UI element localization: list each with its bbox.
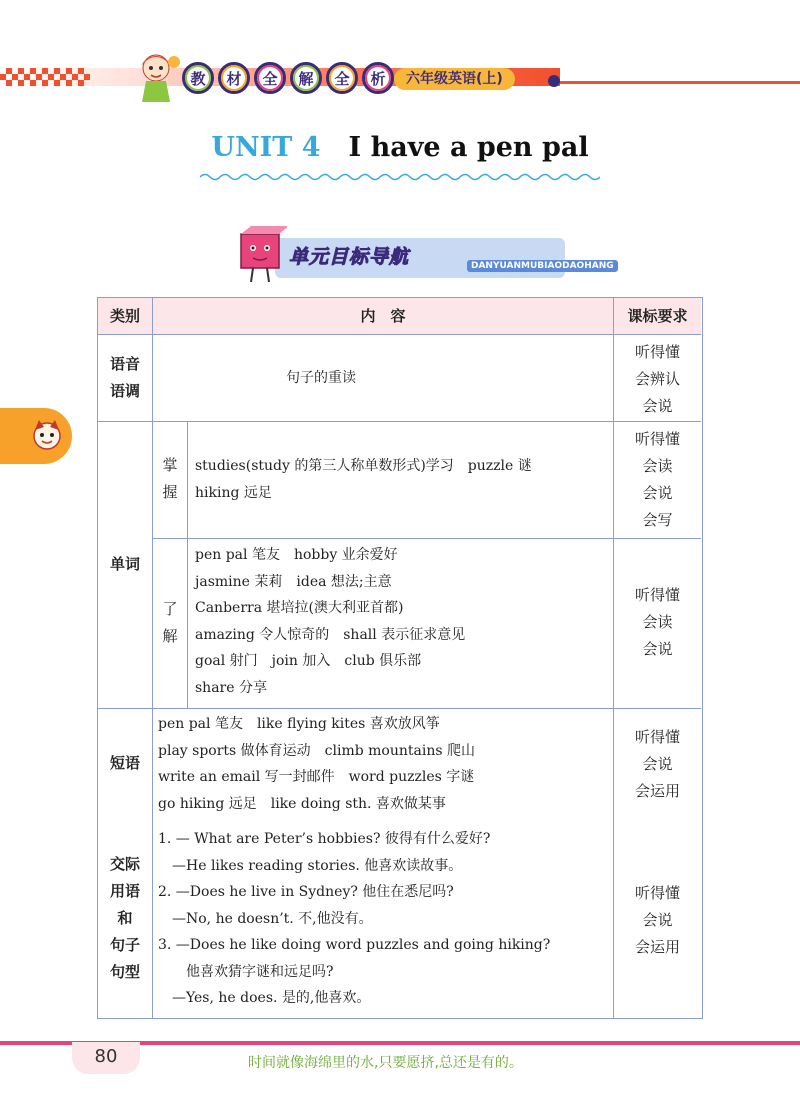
subcategory-understand: 了 解 [162, 600, 178, 645]
title-char: 解 [290, 62, 322, 94]
title-char: 全 [254, 62, 286, 94]
book-subtitle: 六年级英语(上) [394, 68, 515, 90]
title-char: 教 [182, 62, 214, 94]
category-sentences: 交际 用语 和 句子 句型 [109, 855, 140, 981]
requirement-words-master: 听得懂 会读 会说 会写 [634, 430, 680, 529]
content-words-master: studies(study 的第三人称单数形式)学习 puzzle 谜 hiking 远足 [195, 458, 532, 501]
header-requirement: 课标要求 [627, 307, 688, 325]
requirement-phonetics: 听得懂 会辨认 会说 [634, 343, 680, 415]
title-char: 全 [326, 62, 358, 94]
unit-number: UNIT 4 [211, 132, 321, 163]
title-char: 材 [218, 62, 250, 94]
content-phonetics: 句子的重读 [286, 370, 356, 386]
row-divider [98, 334, 701, 335]
subcol-divider [187, 421, 188, 708]
content-phrases: pen pal 笔友 like flying kites 喜欢放风筝 play sports 做体育运动 climb mountains 爬山 write an email 写一封邮件 word puzzles 字谜 go hiking 远足 like doing sth. 喜欢做某事 [158, 716, 475, 812]
header-checker-pattern [0, 68, 90, 86]
requirement-phrases: 听得懂 会说 会运用 [634, 728, 680, 800]
unit-title [0, 132, 800, 163]
subcategory-master: 掌 握 [162, 456, 178, 501]
header-category: 类别 [109, 307, 140, 325]
col-divider [152, 298, 153, 1018]
title-wave-decoration [200, 172, 600, 182]
requirement-words-understand: 听得懂 会读 会说 [634, 586, 680, 658]
title-char: 析 [362, 62, 394, 94]
row-divider [98, 421, 701, 422]
page-number: 80 [72, 1042, 140, 1074]
girl-mascot-icon [126, 48, 186, 104]
requirement-sentences: 听得懂 会说 会运用 [634, 884, 680, 956]
book-title [182, 62, 394, 94]
unit-goals-banner [235, 224, 614, 286]
cartoon-face-icon [30, 418, 64, 452]
banner-title: 单元目标导航 [289, 246, 410, 268]
content-sentences: 1. — What are Peter’s hobbies? 彼得有什么爱好? —He likes reading stories. 他喜欢读故事。 2. —Does he live in Sydney? 他住在悉尼吗? —No, he doesn’t. 不,他没有。 3. —Does he like doing word puzzles and going hiking? 他喜欢猜字谜和远足吗? —Yes, he does. 是的,他喜欢。 [158, 831, 551, 1006]
category-words: 单词 [109, 555, 140, 573]
row-divider [152, 538, 701, 539]
content-words-understand: pen pal 笔友 hobby 业余爱好 jasmine 茉莉 idea 想法;主意 Canberra 堪培拉(澳大利亚首都) amazing 令人惊奇的 shall 表示征求意见 goal 射门 join 加入 club 俱乐部 share 分享 [195, 547, 466, 696]
unit-goals-table [97, 297, 703, 1019]
unit-name: I have a pen pal [348, 132, 589, 163]
footer-quote: 时间就像海绵里的水,只要愿挤,总还是有的。 [248, 1055, 523, 1071]
banner-pinyin: DANYUANMUBIAODAOHANG [467, 260, 618, 272]
category-phrases: 短语 [109, 754, 140, 772]
category-phonetics: 语音 语调 [109, 355, 140, 400]
row-divider [98, 708, 701, 709]
header-content: 内 容 [360, 307, 406, 325]
header-rule [560, 81, 800, 84]
cube-mascot-icon [235, 224, 287, 284]
header-dot-icon [548, 75, 560, 87]
